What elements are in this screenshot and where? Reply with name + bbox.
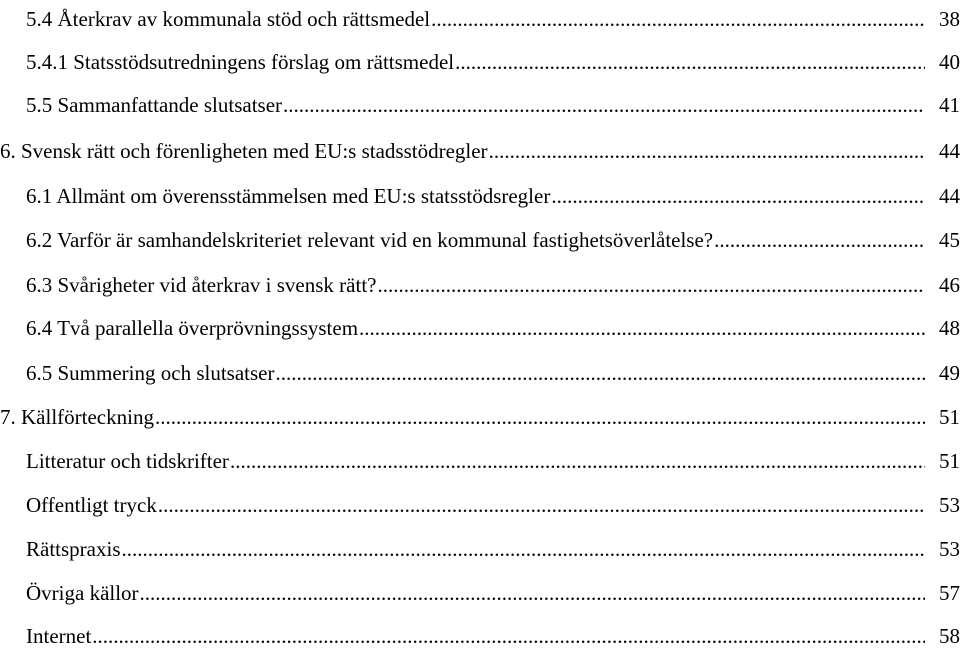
toc-leader-dots (359, 311, 925, 345)
toc-leader-dots (551, 179, 925, 213)
toc-leader-dots (455, 45, 925, 79)
toc-entry-title: 6.4 Två parallella överprövningssystem (26, 316, 359, 340)
toc-entry-page: 38 (939, 7, 960, 31)
toc-leader-dots (275, 356, 925, 390)
toc-entry[interactable] (0, 619, 960, 653)
toc-leader-dots (714, 223, 925, 257)
toc-leader-dots (489, 134, 925, 168)
toc-leader-dots (283, 88, 925, 122)
toc-entry-title: Litteratur och tidskrifter (26, 449, 229, 473)
toc-entry-title: 5.4 Återkrav av kommunala stöd och rättsmedel (26, 7, 431, 31)
toc-entry-page: 44 (939, 184, 960, 208)
toc-entry-page: 58 (939, 624, 960, 648)
toc-entry[interactable] (0, 179, 960, 213)
toc-entry[interactable] (0, 311, 960, 345)
toc-entry-title: 6. Svensk rätt och förenligheten med EU:s stadsstödregler (0, 139, 488, 163)
toc-entry-page: 57 (939, 581, 960, 605)
toc-entry-title: 6.5 Summering och slutsatser (26, 361, 275, 385)
toc-entry-title: 7. Källförteckning (0, 405, 154, 429)
toc-entry-title: Övriga källor (26, 581, 139, 605)
toc-entry-title: Rättspraxis (26, 537, 121, 561)
toc-entry-page: 48 (939, 316, 960, 340)
toc-entry[interactable] (0, 488, 960, 522)
toc-leader-dots (158, 488, 925, 522)
toc-entry[interactable] (0, 134, 960, 168)
toc-entry[interactable] (0, 400, 960, 434)
toc-entry-title: 6.2 Varför är samhandelskriteriet relevant vid en kommunal fastighetsöverlåtelse? (26, 228, 714, 252)
toc-entry-title: 5.5 Sammanfattande slutsatser (26, 93, 283, 117)
toc-leader-dots (140, 576, 925, 610)
toc-entry-page: 53 (939, 537, 960, 561)
toc-entry-page: 49 (939, 361, 960, 385)
toc-entry[interactable] (0, 268, 960, 302)
toc-entry-title: Offentligt tryck (26, 493, 157, 517)
toc-entry-page: 45 (939, 228, 960, 252)
toc-entry-page: 53 (939, 493, 960, 517)
toc-entry-page: 44 (939, 139, 960, 163)
toc-leader-dots (155, 400, 925, 434)
toc-leader-dots (122, 532, 926, 566)
toc-entry[interactable] (0, 2, 960, 36)
toc-entry-title: 6.1 Allmänt om överensstämmelsen med EU:s statsstödsregler (26, 184, 551, 208)
toc-entry-title: 5.4.1 Statsstödsutredningens förslag om rättsmedel (26, 50, 455, 74)
toc-entry-title: 6.3 Svårigheter vid återkrav i svensk rätt? (26, 273, 377, 297)
toc-entry[interactable] (0, 444, 960, 478)
toc-leader-dots (92, 619, 925, 653)
toc-entry[interactable] (0, 45, 960, 79)
toc-entry[interactable] (0, 223, 960, 257)
toc-entry-page: 46 (939, 273, 960, 297)
toc-leader-dots (230, 444, 925, 478)
toc-leader-dots (431, 2, 925, 36)
toc-entry[interactable] (0, 532, 960, 566)
toc-entry-title: Internet (26, 624, 92, 648)
toc-entry-page: 41 (939, 93, 960, 117)
toc-entry-page: 51 (939, 449, 960, 473)
toc-entry[interactable] (0, 88, 960, 122)
toc-leader-dots (377, 268, 925, 302)
toc-entry[interactable] (0, 356, 960, 390)
toc-entry-page: 51 (939, 405, 960, 429)
toc-entry-page: 40 (939, 50, 960, 74)
toc-entry[interactable] (0, 576, 960, 610)
